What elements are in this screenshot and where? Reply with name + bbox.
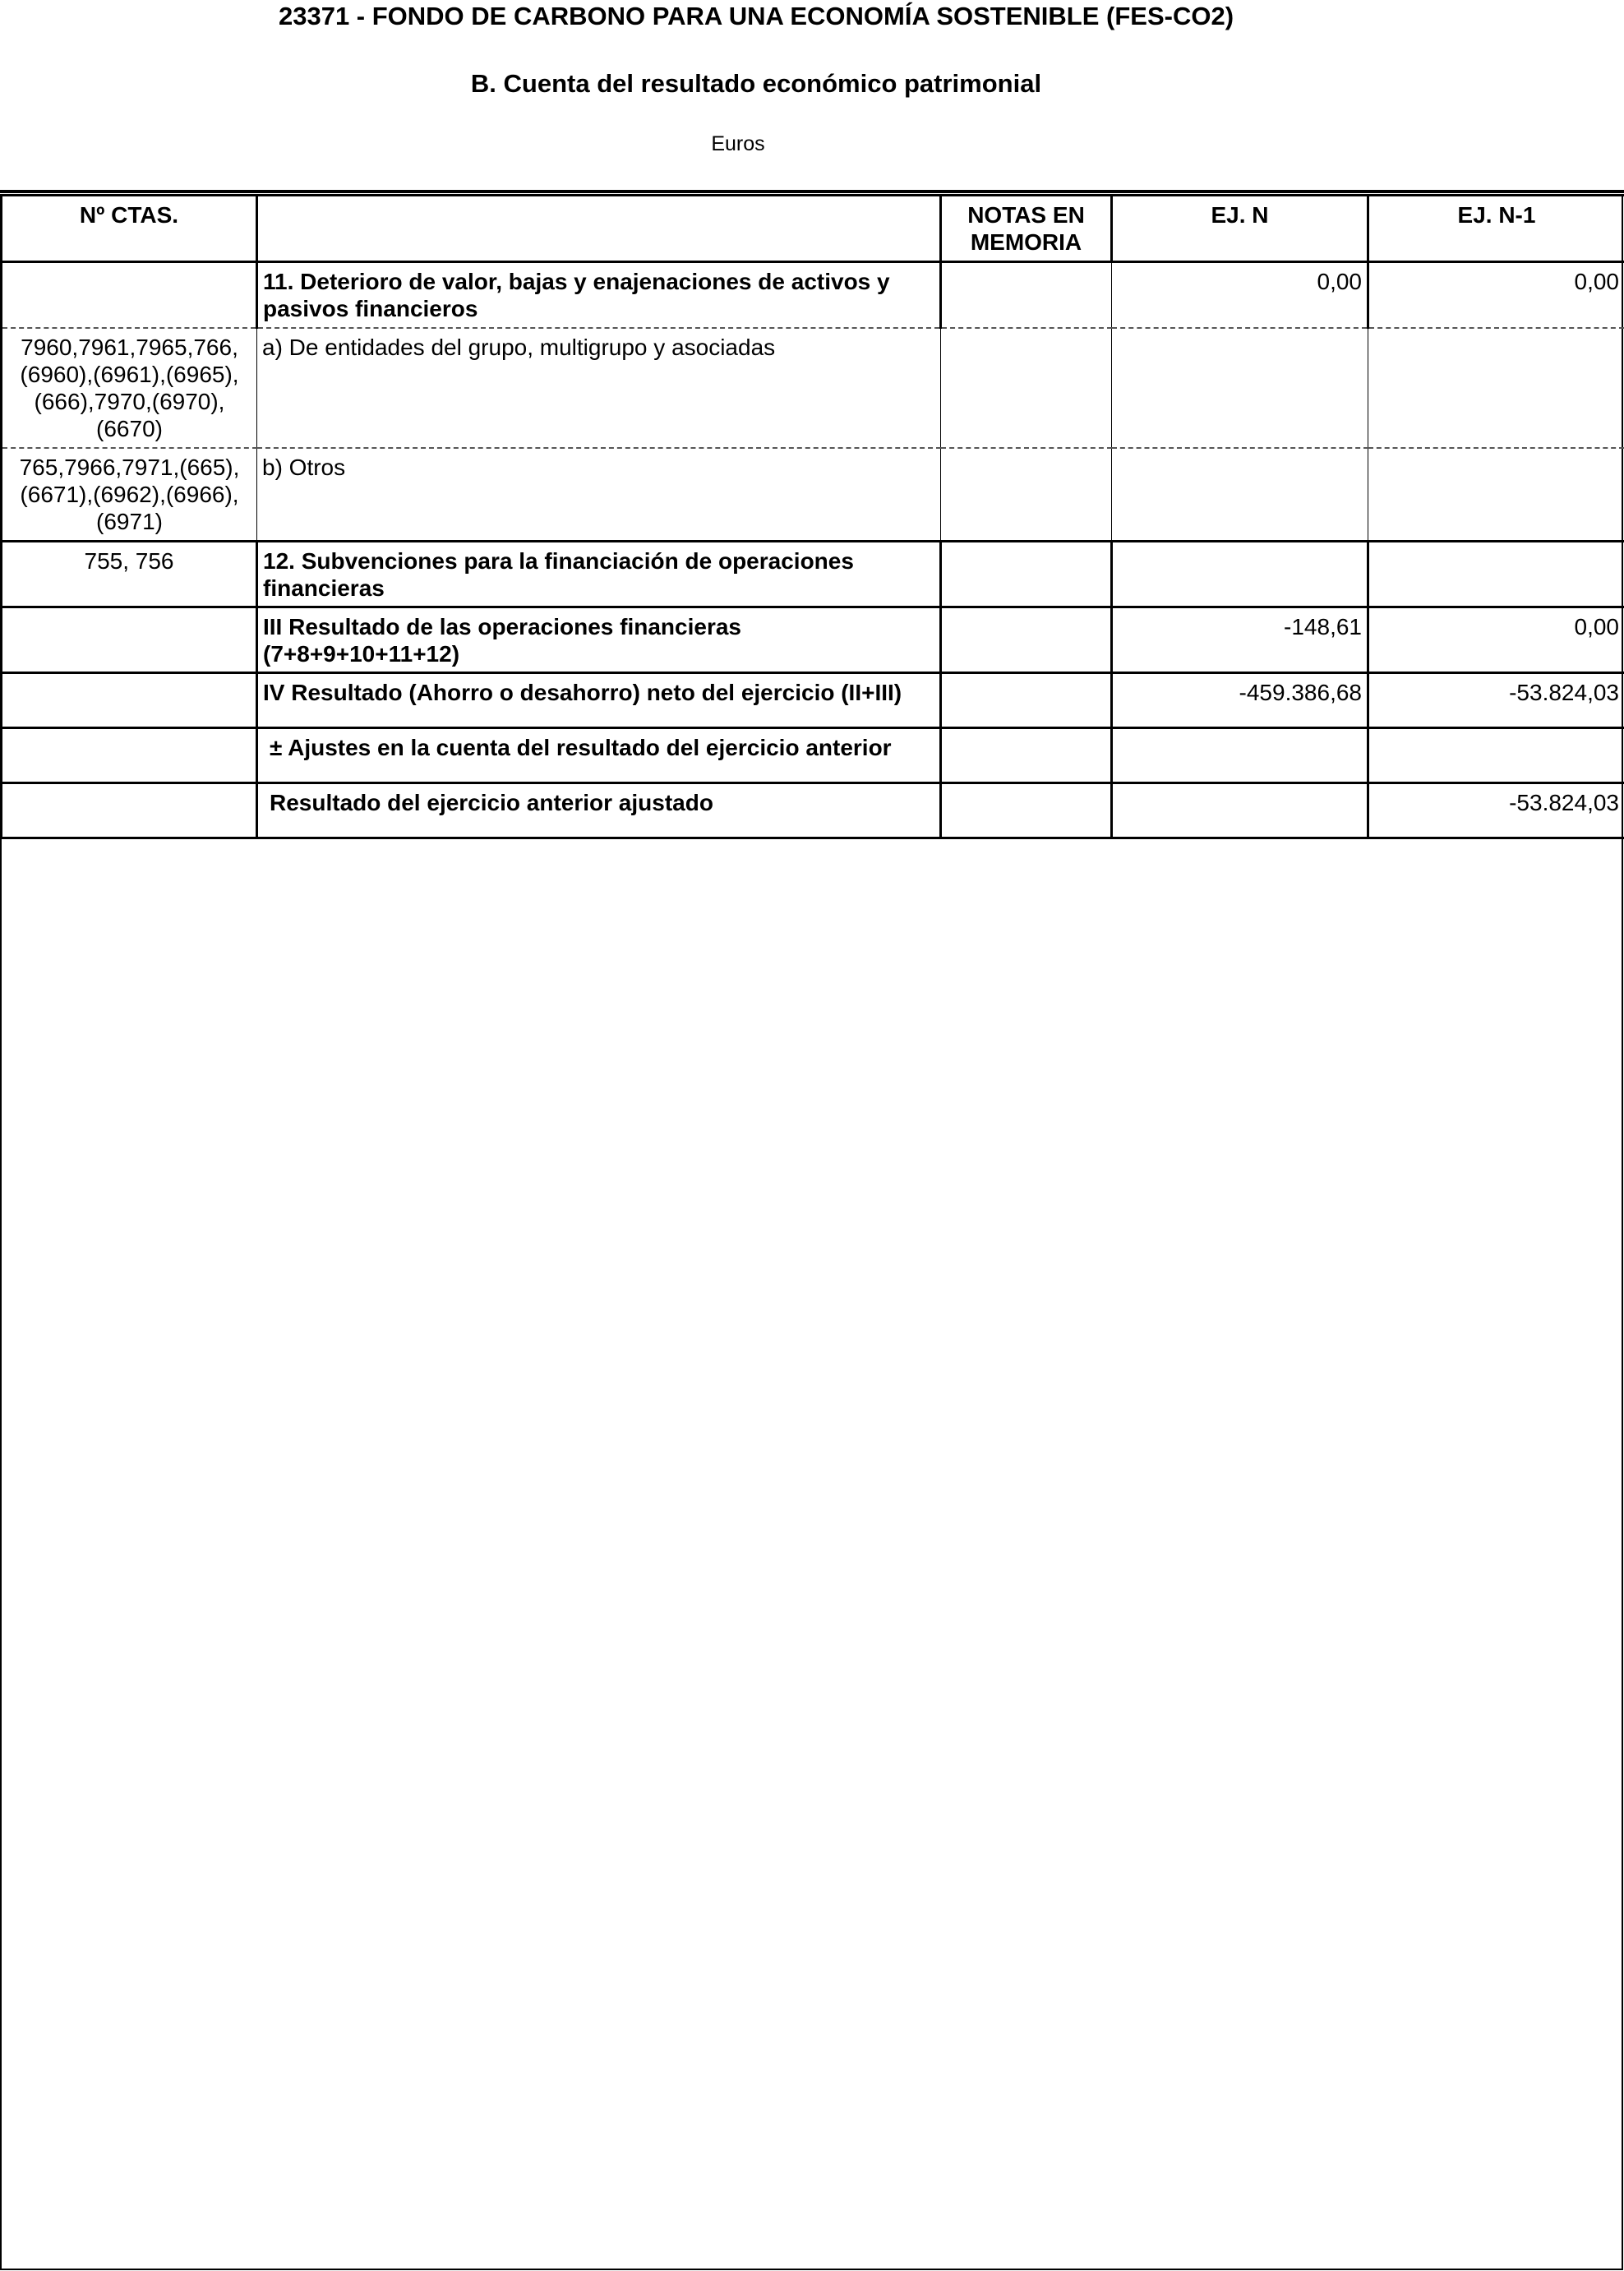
current-year-cell xyxy=(1112,448,1368,542)
current-year-cell xyxy=(1112,328,1368,448)
col-header-notes: NOTAS EN MEMORIA xyxy=(941,196,1112,262)
previous-year-cell xyxy=(1368,728,1624,783)
accounts-cell xyxy=(2,728,257,783)
col-header-previous-year: EJ. N-1 xyxy=(1368,196,1624,262)
notes-cell xyxy=(941,448,1112,542)
table-row xyxy=(2,448,1624,542)
current-year-cell xyxy=(1112,783,1368,838)
accounts-cell: 755, 756 xyxy=(2,542,257,607)
notes-cell xyxy=(941,728,1112,783)
current-year-cell: -148,61 xyxy=(1112,607,1368,673)
previous-year-cell: 0,00 xyxy=(1368,607,1624,673)
current-year-cell xyxy=(1112,542,1368,607)
col-header-accounts: Nº CTAS. xyxy=(2,196,257,262)
table-row xyxy=(2,328,1624,448)
statement-title: B. Cuenta del resultado económico patrimonial xyxy=(470,69,1042,98)
accounts-cell xyxy=(2,673,257,728)
table-row xyxy=(2,262,1624,328)
previous-year-cell xyxy=(1368,448,1624,542)
concept-cell: b) Otros xyxy=(257,448,941,542)
concept-cell: 12. Subvenciones para la financiación de operaciones financieras xyxy=(257,542,941,607)
concept-cell: III Resultado de las operaciones financieras (7+8+9+10+11+12) xyxy=(257,607,941,673)
table-row xyxy=(2,673,1624,728)
previous-year-cell xyxy=(1368,542,1624,607)
previous-year-cell xyxy=(1368,328,1624,448)
accounts-cell xyxy=(2,262,257,328)
previous-year-cell: 0,00 xyxy=(1368,262,1624,328)
col-header-current-year: EJ. N xyxy=(1112,196,1368,262)
current-year-cell: -459.386,68 xyxy=(1112,673,1368,728)
concept-cell: 11. Deterioro de valor, bajas y enajenaciones de activos y pasivos financieros xyxy=(257,262,941,328)
notes-cell xyxy=(941,607,1112,673)
entity-title: 23371 - FONDO DE CARBONO PARA UNA ECONOMÍA SOSTENIBLE (FES-CO2) xyxy=(278,2,1234,30)
notes-cell xyxy=(941,542,1112,607)
current-year-cell xyxy=(1112,728,1368,783)
accounts-cell: 765,7966,7971,(665),(6671),(6962),(6966),(6971) xyxy=(2,448,257,542)
table-row xyxy=(2,542,1624,607)
notes-cell xyxy=(941,673,1112,728)
previous-year-cell: -53.824,03 xyxy=(1368,673,1624,728)
table-row xyxy=(2,783,1624,838)
notes-cell xyxy=(941,328,1112,448)
table-row xyxy=(2,607,1624,673)
concept-cell: Resultado del ejercicio anterior ajustado xyxy=(257,783,941,838)
concept-cell: IV Resultado (Ahorro o desahorro) neto del ejercicio (II+III) xyxy=(257,673,941,728)
current-year-cell: 0,00 xyxy=(1112,262,1368,328)
concept-cell: a) De entidades del grupo, multigrupo y asociadas xyxy=(257,328,941,448)
table-row xyxy=(2,728,1624,783)
income-statement-table xyxy=(0,194,1624,839)
concept-cell: ± Ajustes en la cuenta del resultado del ejercicio anterior xyxy=(257,728,941,783)
table-header-row xyxy=(2,196,1624,262)
previous-year-cell: -53.824,03 xyxy=(1368,783,1624,838)
units-label: Euros xyxy=(711,132,765,155)
accounts-cell: 7960,7961,7965,766,(6960),(6961),(6965),(666),7970,(6970),(6670) xyxy=(2,328,257,448)
accounts-cell xyxy=(2,607,257,673)
top-rule xyxy=(0,190,1624,193)
accounts-cell xyxy=(2,783,257,838)
col-header-concept xyxy=(257,196,941,262)
notes-cell xyxy=(941,783,1112,838)
notes-cell xyxy=(941,262,1112,328)
